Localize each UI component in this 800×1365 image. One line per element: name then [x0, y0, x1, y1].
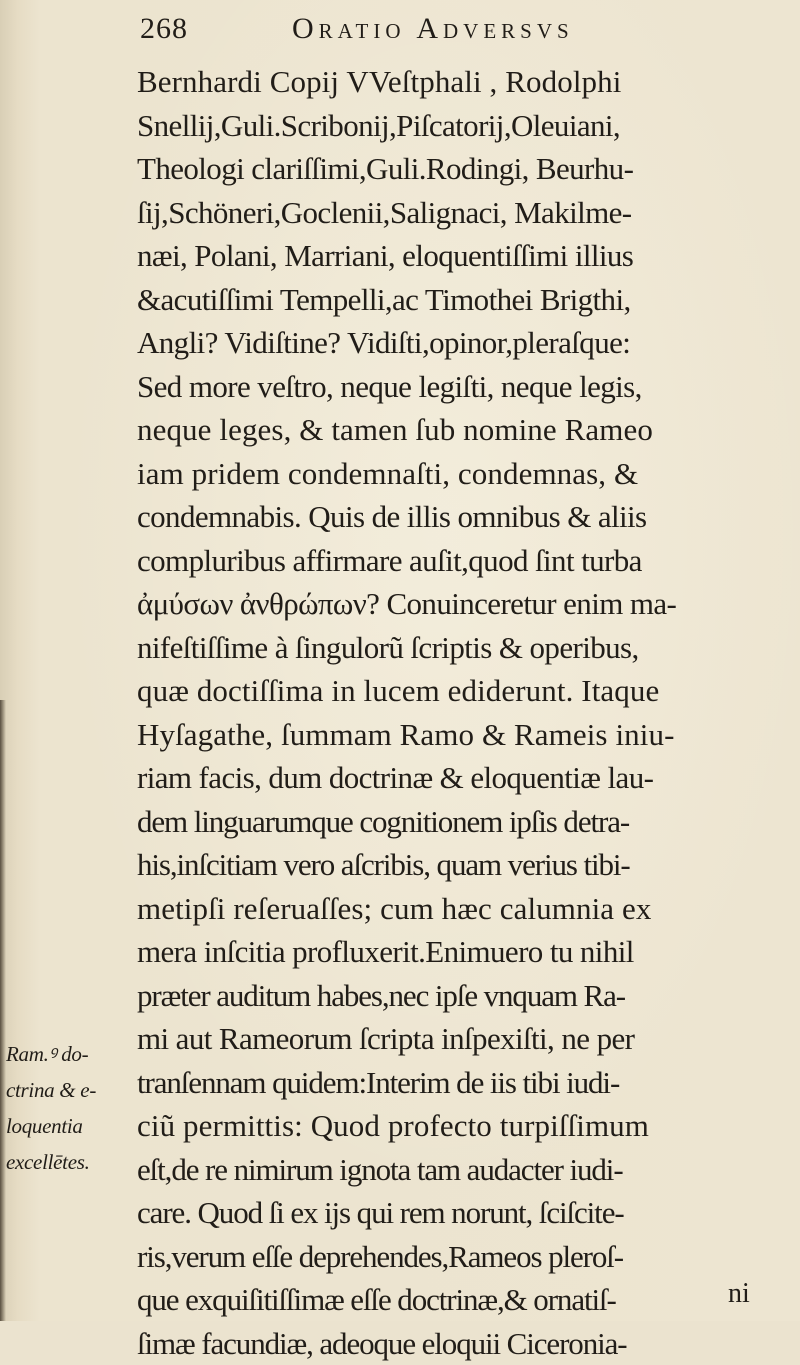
- text-line: condemnabis. Quis de illis omnibus & aliis: [137, 495, 777, 539]
- text-line: mi aut Rameorum ſcripta inſpexiſti, ne per: [137, 1017, 777, 1061]
- text-line: Angli? Vidiſtine? Vidiſti,opinor,pleraſque:: [137, 321, 777, 365]
- text-line: ciũ permittis: Quod profecto turpiſſimum: [137, 1104, 777, 1148]
- text-line: Snellij,Guli.Scribonij,Piſcatorij,Oleuiani,: [137, 104, 777, 148]
- text-line: eſt,de re nimirum ignota tam audacter iudi-: [137, 1148, 777, 1192]
- text-line: mera inſcitia profluxerit.Enimuero tu nihil: [137, 930, 777, 974]
- text-line: Sed more veſtro, neque legiſti, neque legis,: [137, 365, 777, 409]
- text-line: Hyſagathe, ſummam Ramo & Rameis iniu-: [137, 713, 777, 757]
- text-line: Theologi clariſſimi,Guli.Rodingi, Beurhu-: [137, 147, 777, 191]
- text-line: riam facis, dum doctrinæ & eloquentiæ lau-: [137, 756, 777, 800]
- marginal-note-line: ctrina & e-: [6, 1072, 126, 1108]
- marginal-note-line: loquentia: [6, 1108, 126, 1144]
- text-line: næi, Polani, Marriani, eloquentiſſimi illius: [137, 234, 777, 278]
- text-line: neque leges, & tamen ſub nomine Rameo: [137, 408, 777, 452]
- text-line: que exquiſitiſſimæ eſſe doctrinæ,& ornatiſ-: [137, 1278, 777, 1322]
- text-line: nifeſtiſſime à ſingulorũ ſcriptis & operibus,: [137, 626, 777, 670]
- page-header: [0, 8, 800, 48]
- text-line: ἀμύσων ἀνθρώπων? Conuinceretur enim ma-: [137, 582, 777, 626]
- text-line: metipſi reſeruaſſes; cum hæc calumnia ex: [137, 887, 777, 931]
- text-line: tranſennam quidem:Interim de iis tibi iudi-: [137, 1061, 777, 1105]
- text-line: præter auditum habes,nec ipſe vnquam Ra-: [137, 974, 777, 1018]
- catchword: ni: [728, 1278, 750, 1310]
- text-line: compluribus affirmare auſit,quod ſint turba: [137, 539, 777, 583]
- text-line: his,inſcitiam vero aſcribis, quam verius tibi-: [137, 843, 777, 887]
- text-line: ſimæ facundiæ, adeoque eloquii Ciceronia-: [137, 1322, 777, 1365]
- text-line: &acutiſſimi Tempelli,ac Timothei Brigthi,: [137, 278, 777, 322]
- marginal-note: [6, 1036, 126, 1180]
- text-line: dem linguarumque cognitionem ipſis detra-: [137, 800, 777, 844]
- text-line: ſij,Schöneri,Goclenii,Salignaci, Makilme-: [137, 191, 777, 235]
- text-line: iam pridem condemnaſti, condemnas, &: [137, 452, 777, 496]
- text-line: ris,verum eſſe deprehendes,Rameos pleroſ-: [137, 1235, 777, 1279]
- page-number: 268: [140, 12, 188, 46]
- text-line: care. Quod ſi ex ijs qui rem norunt, ſciſcite-: [137, 1191, 777, 1235]
- body-text: [137, 60, 777, 1365]
- marginal-note-line: Ram.ꝰ do-: [6, 1036, 126, 1072]
- text-line: Bernhardi Copij VVeſtphali , Rodolphi: [137, 60, 777, 104]
- text-line: quæ doctiſſima in lucem ediderunt. Itaque: [137, 669, 777, 713]
- marginal-note-line: excellētes.: [6, 1144, 126, 1180]
- running-title: Oratio Adversvs: [292, 12, 574, 46]
- binding-shadow: [0, 700, 6, 1321]
